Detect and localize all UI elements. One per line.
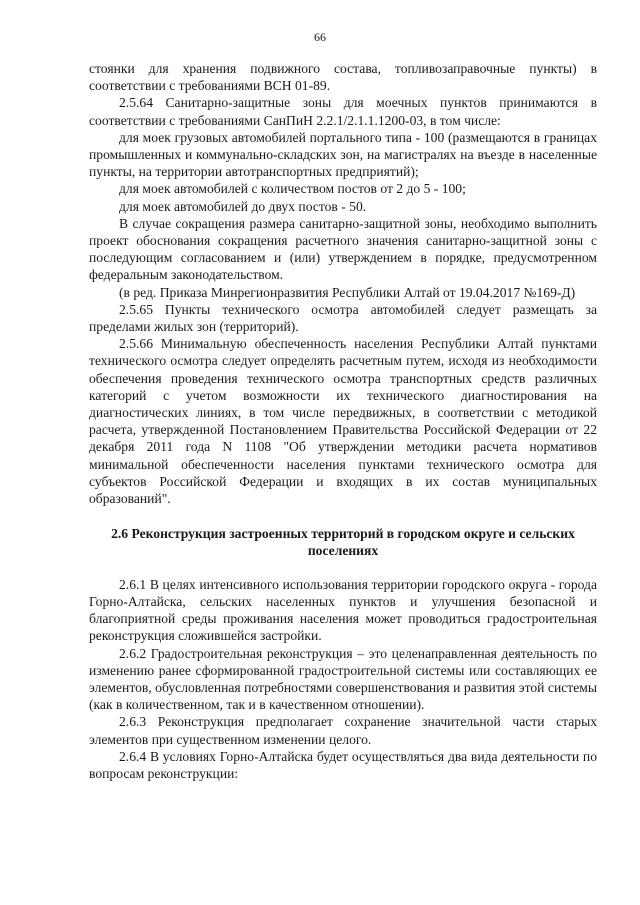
paragraph: для моек грузовых автомобилей портального типа - 100 (размещаются в границах промышленных и коммунально-складских зон, на магистралях на въезде в населенные пункты, на территории автотранспортных предприятий); — [89, 129, 597, 180]
page-number: 66 — [314, 30, 326, 44]
paragraph: стоянки для хранения подвижного состава, топливозаправочные пункты) в соответствии с требованиями ВСН 01-89. — [89, 61, 597, 94]
paragraph: 2.6.3 Реконструкция предполагает сохранение значительной части старых элементов при существенном изменении целого. — [89, 714, 597, 747]
section-heading: 2.6 Реконструкция застроенных территорий в городском округе и сельских поселениях — [111, 526, 575, 559]
paragraph: 2.6.2 Градостроительная реконструкция – это целенаправленная деятельность по изменению ранее сформированной градостроительной системы или составляющих ее элементов, обусловленная потребностями совершенствования и развития этой системы (как в количественном, так и в качественном отношении). — [89, 645, 597, 713]
paragraph: для моек автомобилей до двух постов - 50. — [119, 198, 367, 214]
paragraph: 2.6.4 В условиях Горно-Алтайска будет осуществляться два вида деятельности по вопросам реконструкции: — [89, 748, 597, 781]
paragraph: для моек автомобилей с количеством постов от 2 до 5 - 100; — [119, 181, 466, 197]
paragraph: 2.6.1 В целях интенсивного использования территории городского округа - города Горно-Алтайска, сельских населенных пунктов и улучшения безопасной и благоприятной среды проживания населения может проводиться градостроительная реконструкция сложившейся застройки. — [89, 576, 597, 644]
paragraph: В случае сокращения размера санитарно-защитной зоны, необходимо выполнить проект обоснования сокращения расчетного значения санитарно-защитной зоны с последующим согласованием и (или) утверждением в порядке, предусмотренном федеральным законодательством. — [89, 215, 597, 283]
paragraph: 2.5.64 Санитарно-защитные зоны для моечных пунктов принимаются в соответствии с требованиями СанПиН 2.2.1/2.1.1.1200-03, в том числе: — [89, 95, 597, 128]
paragraph: 2.5.66 Минимальную обеспеченность населения Республики Алтай пунктами технического осмотра следует определять расчетным путем, исходя из необходимости обеспечения проведения технического осмотра транспортных средств различных категорий с учетом возможности их технического диагностирования на диагностических линиях, в том числе передвижных, в соответствии с методикой расчета, утвержденной Постановлением Правительства Российской Федерации от 22 декабря 2011 года N 1108 "Об утверждении методики расчета нормативов минимальной обеспеченности населения пунктами технического осмотра для субъектов Российской Федерации и входящих в их состав муниципальных образований". — [89, 336, 597, 507]
paragraph: (в ред. Приказа Минрегионразвития Республики Алтай от 19.04.2017 №169-Д) — [119, 284, 576, 300]
document-body — [89, 60, 597, 782]
paragraph: 2.5.65 Пункты технического осмотра автомобилей следует размещать за пределами жилых зон (территорий). — [89, 301, 597, 335]
